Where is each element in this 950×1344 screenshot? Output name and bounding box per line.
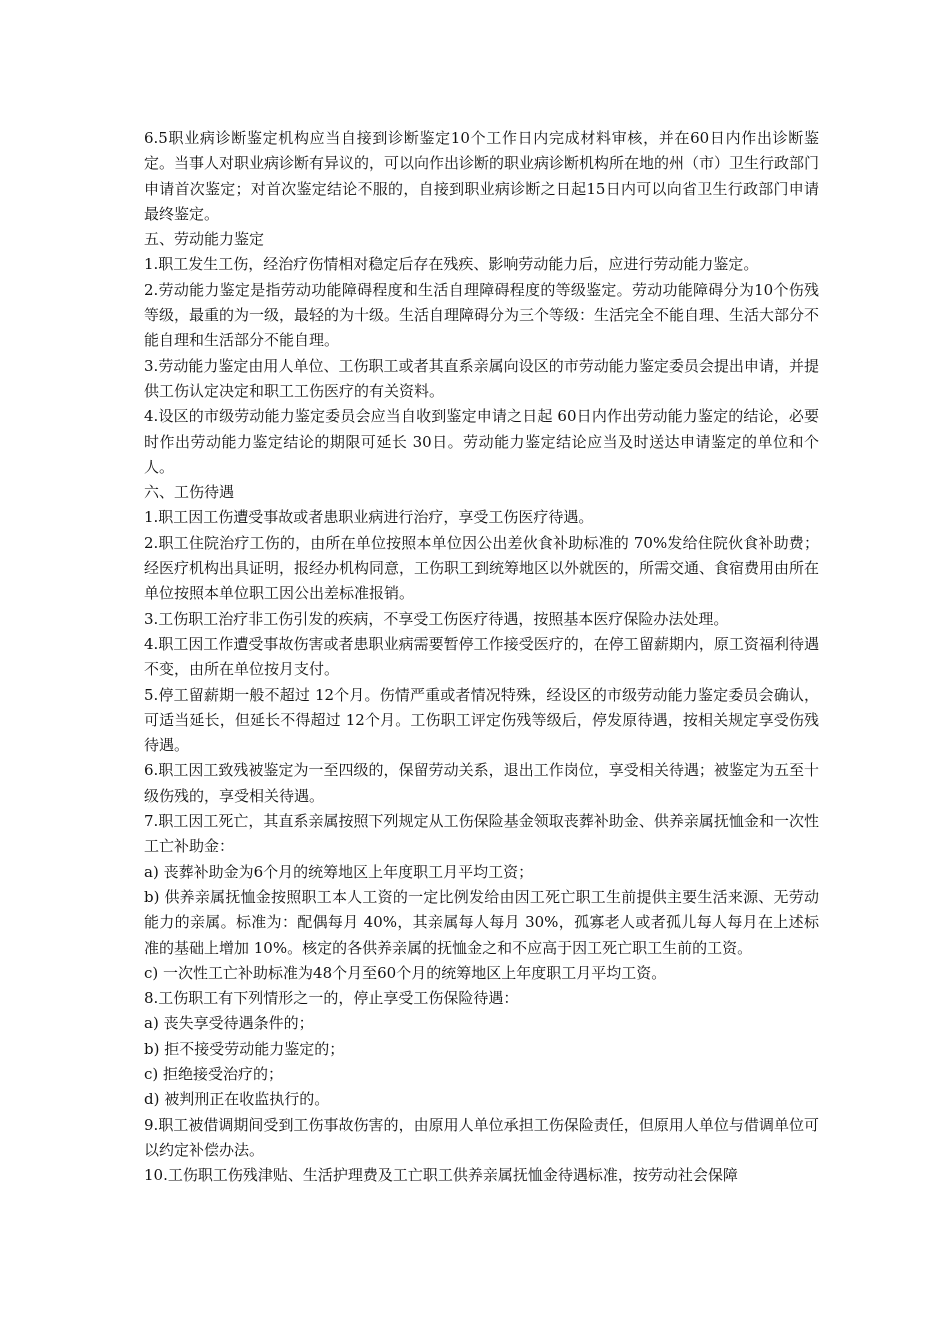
paragraph-benefit-6: 6.职工因工致残被鉴定为一至四级的，保留劳动关系，退出工作岗位，享受相关待遇；被鉴定为五至十级伤残的，享受相关待遇。	[144, 761, 819, 805]
paragraph-6-5-diagnosis-review: 6.5职业病诊断鉴定机构应当自接到诊断鉴定10个工作日内完成材料审核，并在60日内作出诊断鉴定。当事人对职业病诊断有异议的，可以向作出诊断的职业病诊断机构所在地的州（市）卫生行政部门申请首次鉴定；对首次鉴定结论不服的，自接到职业病诊断之日起15日内可以向省卫生行政部门申请最终鉴定。	[144, 129, 820, 223]
paragraph-benefit-9: 9.职工被借调期间受到工伤事故伤害的，由原用人单位承担工伤保险责任，但原用人单位与借调单位可以约定补偿办法。	[144, 1115, 819, 1159]
paragraph-benefit-4: 4.职工因工作遭受事故伤害或者患职业病需要暂停工作接受医疗的，在停工留薪期内，原工资福利待遇不变，由所在单位按月支付。	[144, 634, 819, 679]
paragraph-labor-4: 4.设区的市级劳动能力鉴定委员会应当自收到鉴定申请之日起 60日内作出劳动能力鉴定的结论，必要时作出劳动能力鉴定结论的期限可延长 30日。劳动能力鉴定结论应当及时送达申请鉴定的单位和个人。	[144, 407, 819, 476]
document-body	[144, 126, 819, 1188]
list-item-8c: c) 拒绝接受治疗的；	[144, 1064, 284, 1083]
list-item-7c: c) 一次性工亡补助标准为48个月至60个月的统筹地区上年度职工月平均工资。	[144, 963, 667, 982]
paragraph-labor-2: 2.劳动能力鉴定是指劳动功能障碍程度和生活自理障碍程度的等级鉴定。劳动功能障碍分为10个伤残等级，最重的为一级，最轻的为十级。生活自理障碍分为三个等级：生活完全不能自理、生活大部分不能自理和生活部分不能自理。	[144, 280, 820, 350]
list-item-8b: b) 拒不接受劳动能力鉴定的；	[144, 1039, 345, 1058]
paragraph-benefit-2: 2.职工住院治疗工伤的，由所在单位按照本单位因公出差伙食补助标准的 70%发给住院伙食补助费；经医疗机构出具证明，报经办机构同意，工伤职工到统筹地区以外就医的，所需交通、食宿费用由所在单位按照本单位职工因公出差标准报销。	[144, 533, 820, 603]
paragraph-benefit-3: 3.工伤职工治疗非工伤引发的疾病，不享受工伤医疗待遇，按照基本医疗保险办法处理。	[144, 609, 729, 628]
paragraph-labor-3: 3.劳动能力鉴定由用人单位、工伤职工或者其直系亲属向设区的市劳动能力鉴定委员会提出申请，并提供工伤认定决定和职工工伤医疗的有关资料。	[144, 356, 819, 400]
paragraph-benefit-7: 7.职工因工死亡，其直系亲属按照下列规定从工伤保险基金领取丧葬补助金、供养亲属抚恤金和一次性工亡补助金：	[144, 812, 819, 856]
list-item-7a: a) 丧葬补助金为6个月的统筹地区上年度职工月平均工资；	[144, 862, 534, 881]
list-item-8d: d) 被判刑正在收监执行的。	[144, 1090, 330, 1109]
paragraph-benefit-1: 1.职工因工伤遭受事故或者患职业病进行治疗，享受工伤医疗待遇。	[144, 508, 594, 527]
paragraph-benefit-8: 8.工伤职工有下列情形之一的，停止享受工伤保险待遇：	[144, 989, 519, 1008]
list-item-8a: a) 丧失享受待遇条件的；	[144, 1014, 314, 1033]
list-item-7b: b) 供养亲属抚恤金按照职工本人工资的一定比例发给由因工死亡职工生前提供主要生活来源、无劳动能力的亲属。标准为：配偶每月 40%，其亲属每人每月 30%，孤寡老人或者孤儿每人每月在上述标准的基础上增加 10%。核定的各供养亲属的抚恤金之和不应高于因工死亡职工生前的工资。	[144, 887, 819, 957]
paragraph-labor-1: 1.职工发生工伤，经治疗伤情相对稳定后存在残疾、影响劳动能力后，应进行劳动能力鉴定。	[144, 255, 759, 274]
section-heading-injury-benefits: 六、工伤待遇	[144, 483, 235, 502]
section-heading-labor-ability: 五、劳动能力鉴定	[144, 230, 265, 249]
paragraph-benefit-5: 5.停工留薪期一般不超过 12个月。伤情严重或者情况特殊，经设区的市级劳动能力鉴定委员会确认，可适当延长，但延长不得超过 12个月。工伤职工评定伤残等级后，停发原待遇，按相关规定享受伤残待遇。	[144, 685, 819, 755]
paragraph-benefit-10: 10.工伤职工伤残津贴、生活护理费及工亡职工供养亲属抚恤金待遇标准，按劳动社会保障	[144, 1166, 738, 1185]
